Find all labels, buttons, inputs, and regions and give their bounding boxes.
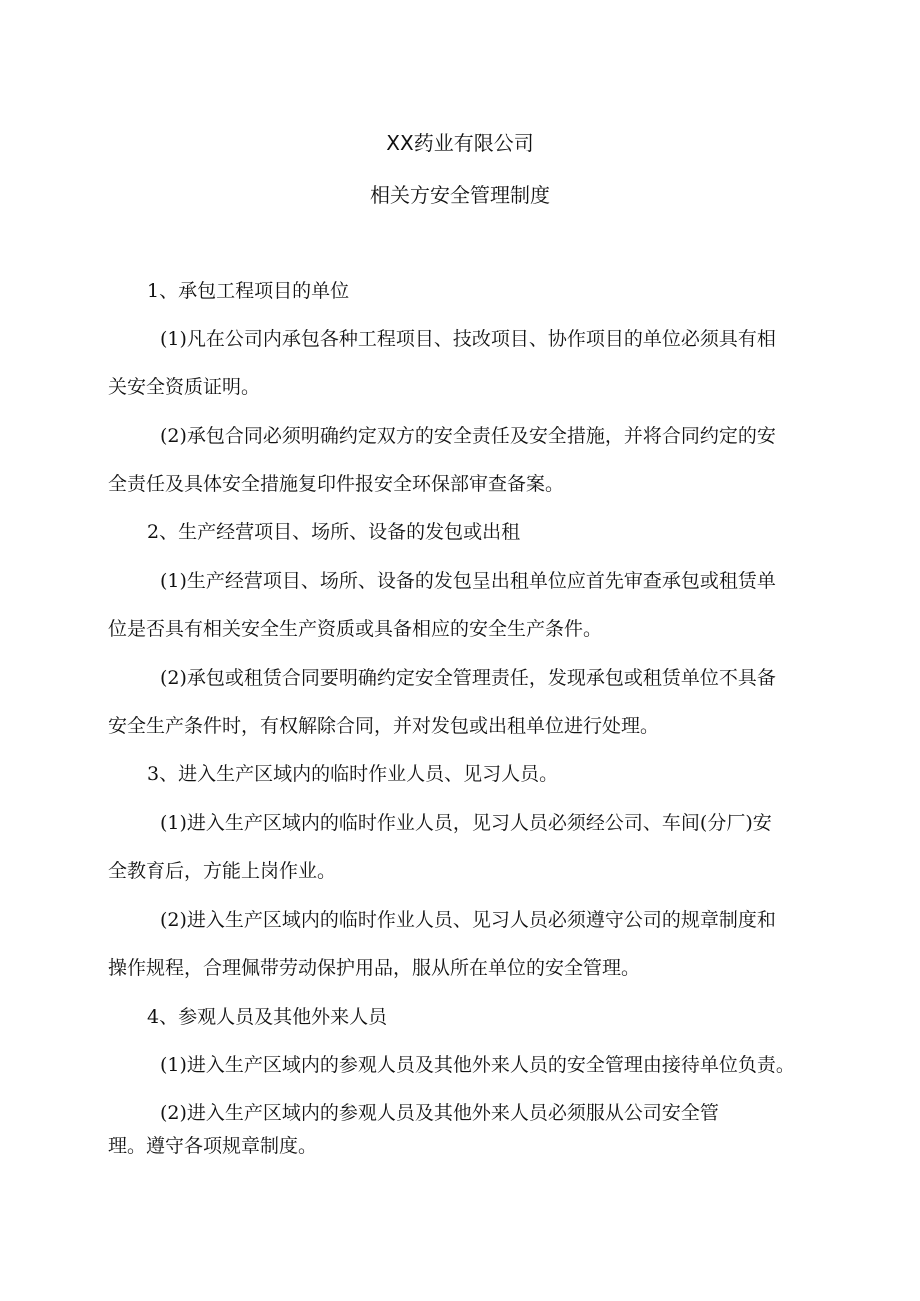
paragraph-line: (2)进入生产区域内的临时作业人员、见习人员必须遵守公司的规章制度和 bbox=[160, 909, 776, 931]
section-heading: 4、参观人员及其他外来人员 bbox=[147, 1006, 388, 1028]
section-heading: 2、生产经营项目、场所、设备的发包或出租 bbox=[147, 521, 521, 543]
paragraph-line: (1)生产经营项目、场所、设备的发包呈出租单位应首先审查承包或租赁单 bbox=[160, 570, 776, 592]
paragraph-line: 全责任及具体安全措施复印件报安全环保部审查备案。 bbox=[108, 473, 565, 495]
paragraph-line: (2)承包合同必须明确约定双方的安全责任及安全措施，并将合同约定的安 bbox=[160, 425, 776, 447]
paragraph-line: 安全生产条件时，有权解除合同，并对发包或出租单位进行处理。 bbox=[108, 715, 660, 737]
paragraph-line: 位是否具有相关安全生产资质或具备相应的安全生产条件。 bbox=[108, 618, 603, 640]
document-title: 相关方安全管理制度 bbox=[370, 183, 550, 207]
paragraph-line: (2)进入生产区域内的参观人员及其他外来人员必须服从公司安全管 bbox=[160, 1102, 719, 1124]
section-heading: 1、承包工程项目的单位 bbox=[147, 280, 350, 302]
paragraph-line: 操作规程，合理佩带劳动保护用品，服从所在单位的安全管理。 bbox=[108, 957, 641, 979]
paragraph-line: 全教育后，方能上岗作业。 bbox=[108, 860, 337, 882]
paragraph-line: (2)承包或租赁合同要明确约定安全管理责任，发现承包或租赁单位不具备 bbox=[160, 667, 776, 689]
paragraph-line: (1)进入生产区域内的参观人员及其他外来人员的安全管理由接待单位负责。 bbox=[160, 1054, 795, 1076]
paragraph-line: (1)凡在公司内承包各种工程项目、技改项目、协作项目的单位必须具有相 bbox=[160, 328, 776, 350]
company-name: XX药业有限公司 bbox=[386, 131, 534, 155]
paragraph-line: 理。遵守各项规章制度。 bbox=[108, 1135, 318, 1157]
paragraph-line: 关安全资质证明。 bbox=[108, 376, 261, 398]
paragraph-line: (1)进入生产区域内的临时作业人员，见习人员必须经公司、车间(分厂)安 bbox=[160, 812, 772, 834]
section-heading: 3、进入生产区域内的临时作业人员、见习人员。 bbox=[147, 763, 559, 785]
